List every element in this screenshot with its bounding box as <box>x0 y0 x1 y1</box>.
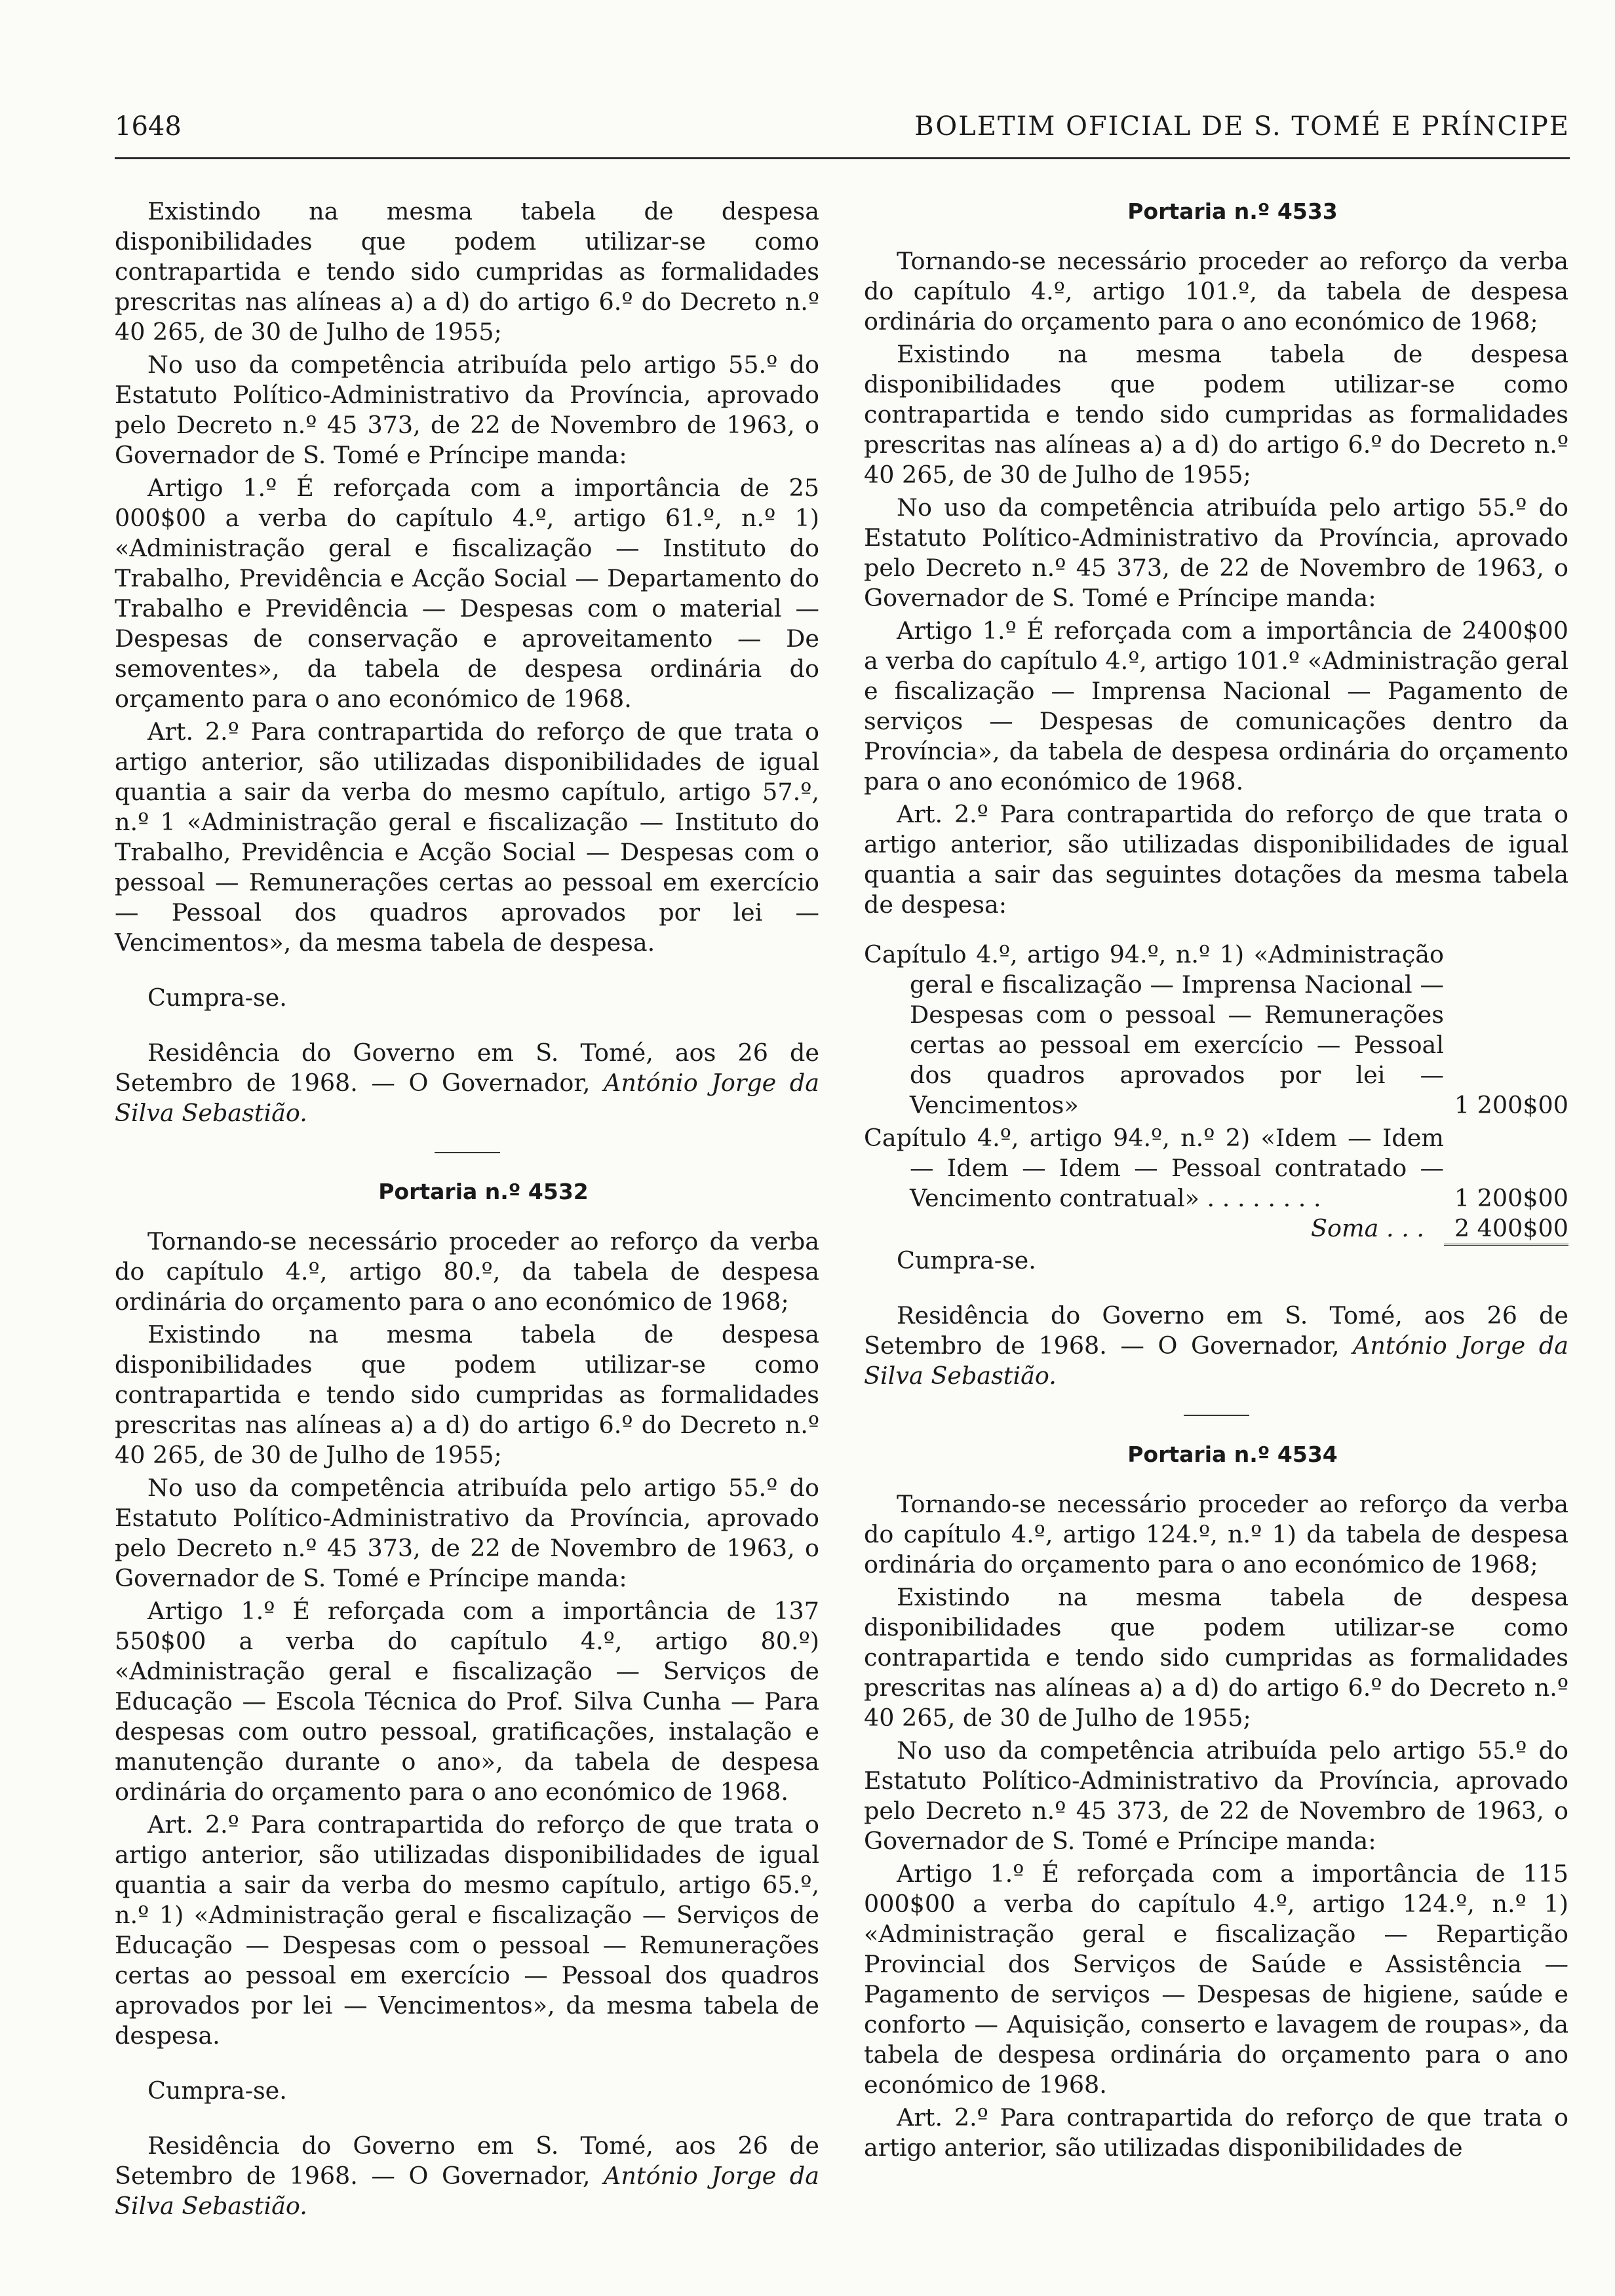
paragraph: Art. 2.º Para contrapartida do reforço de que trata o artigo anterior, são utilizadas disponibilidades de <box>864 2103 1568 2162</box>
paragraph: Art. 2.º Para contrapartida do reforço de que trata o artigo anterior, são utilizadas disponibilidades de igual quantia a sair das seguintes dotações da mesma tabela de despesa: <box>864 800 1568 919</box>
governor-name: António Jorge da Silva Sebastião. <box>115 1069 819 1127</box>
appropriation-amount: 1 200$00 <box>1454 1091 1568 1119</box>
paragraph: No uso da competência atribuída pelo artigo 55.º do Estatuto Político-Administrativo da Província, aprovado pelo Decreto n.º 45 373, de 22 de Novembro de 1963, o Governador de S. Tomé e Príncipe manda: <box>864 493 1568 612</box>
signature-line <box>115 1038 819 1128</box>
appropriation-text: Capítulo 4.º, artigo 94.º, n.º 2) «Idem — Idem — Idem — Idem — Pessoal contratado — Vencimento contratual» . . . . . . . . <box>864 1124 1444 1212</box>
governor-name: António Jorge da Silva Sebastião. <box>864 1331 1568 1390</box>
left-column <box>115 197 819 2221</box>
cumpra-se: Cumpra-se. <box>147 984 287 1012</box>
paragraph: Art. 2.º Para contrapartida do reforço de que trata o artigo anterior, são utilizadas disponibilidades de igual quantia a sair da verba do mesmo capítulo, artigo 65.º, n.º 1) «Administração geral e fiscalização — Serviços de Educação — Despesas com o pessoal — Remunerações certas ao pessoal em exercício — Pessoal dos quadros aprovados por lei — Vencimentos», da mesma tabela de despesa. <box>115 1810 819 2050</box>
signature-line <box>115 2131 819 2221</box>
header-rule <box>115 157 1570 159</box>
appropriation-text: Capítulo 4.º, artigo 94.º, n.º 1) «Administração geral e fiscalização — Imprensa Nacional — Despesas com o pessoal — Remunerações certas ao pessoal em exercício — Pessoal dos quadros aprovados por lei — Vencimentos» <box>864 940 1444 1119</box>
paragraph: Artigo 1.º É reforçada com a importância de 137 550$00 a verba do capítulo 4.º, artigo 80.º) «Administração geral e fiscalização — Serviços de Educação — Escola Técnica do Prof. Silva Cunha — Para despesas com outro pessoal, gratificações, instalação e manutenção durante o ano», da tabela de despesa ordinária do orçamento para o ano económico de 1968. <box>115 1597 819 1806</box>
appropriation-amount: 1 200$00 <box>1454 1184 1568 1212</box>
appropriation-row <box>864 1123 1568 1214</box>
residence-text: Residência do Governo em S. Tomé, aos 26 de Setembro de 1968. — O Governador, <box>115 1039 819 1097</box>
paragraph: Existindo na mesma tabela de despesa disponibilidades que podem utilizar-se como contrapartida e tendo sido cumpridas as formalidades prescritas nas alíneas a) a d) do artigo 6.º do Decreto n.º 40 265, de 30 de Julho de 1955; <box>115 197 819 346</box>
paragraph: No uso da competência atribuída pelo artigo 55.º do Estatuto Político-Administrativo da Província, aprovado pelo Decreto n.º 45 373, de 22 de Novembro de 1963, o Governador de S. Tomé e Príncipe manda: <box>115 351 819 469</box>
right-column <box>864 197 1568 2163</box>
paragraph: Artigo 1.º É reforçada com a importância de 115 000$00 a verba do capítulo 4.º, artigo 124.º, n.º 1) «Administração geral e fiscalização — Repartição Provincial dos Serviços de Saúde e Assistência — Pagamento de serviços — Despesas de higiene, saúde e conforto — Aquisição, conserto e lavagem de roupas», da tabela de despesa ordinária do orçamento para o ano económico de 1968. <box>864 1860 1568 2099</box>
appropriation-row <box>864 940 1568 1120</box>
portaria-heading: Portaria n.º 4532 <box>378 1179 589 1204</box>
page-header <box>115 111 1570 157</box>
paragraph: Art. 2.º Para contrapartida do reforço de que trata o artigo anterior, são utilizadas disponibilidades de igual quantia a sair da verba do mesmo capítulo, artigo 57.º, n.º 1 «Administração geral e fiscalização — Instituto do Trabalho, Previdência e Acção Social — Despesas com o pessoal — Remunerações certas ao pessoal em exercício — Pessoal dos quadros aprovados por lei — Vencimentos», da mesma tabela de despesa. <box>115 718 819 957</box>
governor-name: António Jorge da Silva Sebastião. <box>115 2162 819 2220</box>
signature-line <box>864 1301 1568 1391</box>
paragraph: Existindo na mesma tabela de despesa disponibilidades que podem utilizar-se como contrapartida e tendo sido cumpridas as formalidades prescritas nas alíneas a) a d) do artigo 6.º do Decreto n.º 40 265, de 30 de Julho de 1955; <box>864 340 1568 489</box>
cumpra-se: Cumpra-se. <box>897 1246 1036 1274</box>
section-divider <box>435 1152 500 1153</box>
paragraph: No uso da competência atribuída pelo artigo 55.º do Estatuto Político-Administrativo da Província, aprovado pelo Decreto n.º 45 373, de 22 de Novembro de 1963, o Governador de S. Tomé e Príncipe manda: <box>115 1474 819 1592</box>
portaria-heading: Portaria n.º 4534 <box>1127 1442 1338 1467</box>
paragraph: Tornando-se necessário proceder ao reforço da verba do capítulo 4.º, artigo 124.º, n.º 1) da tabela de despesa ordinária do orçamento para o ano económico de 1968; <box>864 1490 1568 1578</box>
total-amount: 2 400$00 <box>1444 1214 1568 1246</box>
paragraph: No uso da competência atribuída pelo artigo 55.º do Estatuto Político-Administrativo da Província, aprovado pelo Decreto n.º 45 373, de 22 de Novembro de 1963, o Governador de S. Tomé e Príncipe manda: <box>864 1736 1568 1855</box>
paragraph: Existindo na mesma tabela de despesa disponibilidades que podem utilizar-se como contrapartida e tendo sido cumpridas as formalidades prescritas nas alíneas a) a d) do artigo 6.º do Decreto n.º 40 265, de 30 de Julho de 1955; <box>115 1320 819 1469</box>
paragraph: Tornando-se necessário proceder ao reforço da verba do capítulo 4.º, artigo 101.º, da tabela de despesa ordinária do orçamento para o ano económico de 1968; <box>864 247 1568 335</box>
paragraph: Existindo na mesma tabela de despesa disponibilidades que podem utilizar-se como contrapartida e tendo sido cumpridas as formalidades prescritas nas alíneas a) a d) do artigo 6.º do Decreto n.º 40 265, de 30 de Julho de 1955; <box>864 1583 1568 1732</box>
page-number: 1648 <box>115 111 182 142</box>
section-divider <box>1184 1415 1249 1416</box>
publication-title: BOLETIM OFICIAL DE S. TOMÉ E PRÍNCIPE <box>914 111 1570 142</box>
total-label: Soma . . . <box>1311 1214 1424 1242</box>
paragraph: Artigo 1.º É reforçada com a importância de 2400$00 a verba do capítulo 4.º, artigo 101.º «Administração geral e fiscalização — Imprensa Nacional — Pagamento de serviços — Despesas de comunicações dentro da Província», da tabela de despesa ordinária do orçamento para o ano económico de 1968. <box>864 617 1568 795</box>
residence-text: Residência do Governo em S. Tomé, aos 26 de Setembro de 1968. — O Governador, <box>115 2132 819 2190</box>
total-row <box>864 1214 1568 1246</box>
paragraph: Artigo 1.º É reforçada com a importância de 25 000$00 a verba do capítulo 4.º, artigo 61.º, n.º 1) «Administração geral e fiscalização — Instituto do Trabalho, Previdência e Acção Social — Departamento do Trabalho e Previdência — Despesas com o material — Despesas de conservação e aproveitamento — De semoventes», da tabela de despesa ordinária do orçamento para o ano económico de 1968. <box>115 474 819 713</box>
residence-text: Residência do Governo em S. Tomé, aos 26 de Setembro de 1968. — O Governador, <box>864 1301 1568 1360</box>
paragraph: Tornando-se necessário proceder ao reforço da verba do capítulo 4.º, artigo 80.º, da tabela de despesa ordinária do orçamento para o ano económico de 1968; <box>115 1227 819 1316</box>
portaria-heading: Portaria n.º 4533 <box>1127 199 1338 224</box>
cumpra-se: Cumpra-se. <box>147 2076 287 2105</box>
